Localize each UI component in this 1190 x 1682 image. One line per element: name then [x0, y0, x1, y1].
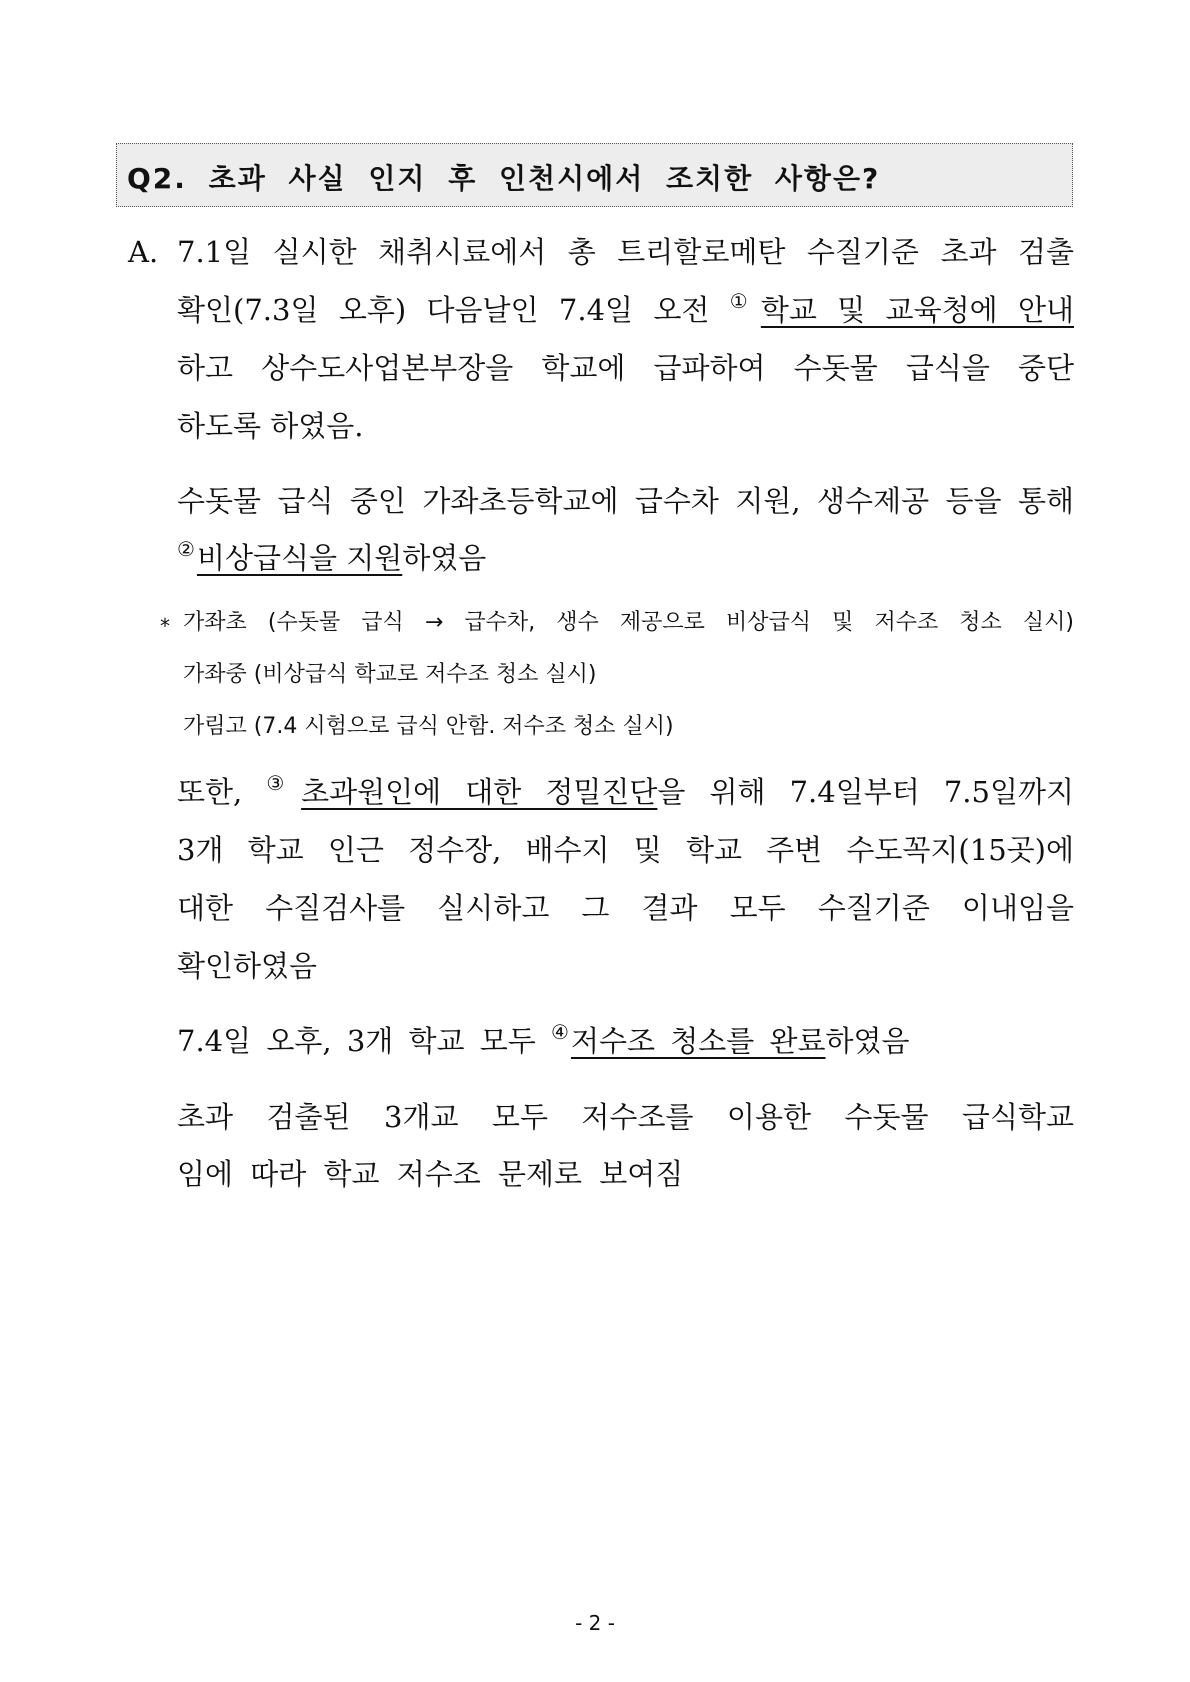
p5-line-1: 초과 검출된 3개교 모두 저수조를 이용한 수돗물 급식학교 — [177, 1100, 1074, 1134]
circled-number-1: ① — [729, 289, 759, 313]
p3-line-3: 대한 수질검사를 실시하고 그 결과 모두 수질기준 이내임을 — [177, 891, 1074, 925]
p1-line-2: 확인(7.3일 오후) 다음날인 7.4일 오전 ①학교 및 교육청에 안내 — [177, 289, 1074, 327]
p5-line-2: 임에 따라 학교 저수조 문제로 보여짐 — [177, 1157, 684, 1191]
p2-line-1: 수돗물 급식 중인 가좌초등학교에 급수차 지원, 생수제공 등을 통해 — [177, 484, 1074, 518]
question-heading: Q2. 초과 사실 인지 후 인천시에서 조치한 사항은? — [127, 162, 881, 195]
note-asterisk: * — [160, 614, 170, 638]
p4-line-1: 7.4일 오후, 3개 학교 모두 ④저수조 청소를 완료하였음 — [177, 1020, 910, 1058]
underlined-phrase: 저수조 청소를 완료 — [570, 1024, 826, 1058]
circled-number-4: ④ — [551, 1020, 569, 1044]
p1-line-1: 7.1일 실시한 채취시료에서 총 트리할로메탄 수질기준 초과 검출 — [177, 235, 1074, 269]
p2-line-2: ②비상급식을 지원하였음 — [177, 537, 487, 575]
note-line-3: 가림고 (7.4 시험으로 급식 안함. 저수조 청소 실시) — [183, 714, 674, 739]
p3-line-4: 확인하였음 — [177, 949, 318, 983]
underlined-phrase: 비상급식을 지원 — [196, 541, 403, 575]
p1-line-4: 하도록 하였음. — [177, 409, 364, 443]
page-number: - 2 - — [575, 1611, 615, 1635]
circled-number-3: ③ — [266, 771, 300, 795]
underlined-phrase: 초과원인에 대한 정밀진단 — [301, 775, 658, 809]
note-line-2: 가좌중 (비상급식 학교로 저수조 청소 실시) — [183, 662, 597, 687]
answer-label: A. — [128, 235, 159, 269]
p1-line-3: 하고 상수도사업본부장을 학교에 급파하여 수돗물 급식을 중단 — [177, 351, 1074, 385]
underlined-phrase: 학교 및 교육청에 안내 — [760, 293, 1074, 327]
circled-number-2: ② — [177, 537, 195, 561]
p3-line-2: 3개 학교 인근 정수장, 배수지 및 학교 주변 수도꼭지(15곳)에 — [177, 833, 1074, 867]
note-line-1: 가좌초 (수돗물 급식 → 급수차, 생수 제공으로 비상급식 및 저수조 청소 실시) — [183, 610, 1074, 635]
p3-line-1: 또한, ③초과원인에 대한 정밀진단을 위해 7.4일부터 7.5일까지 — [177, 771, 1075, 809]
